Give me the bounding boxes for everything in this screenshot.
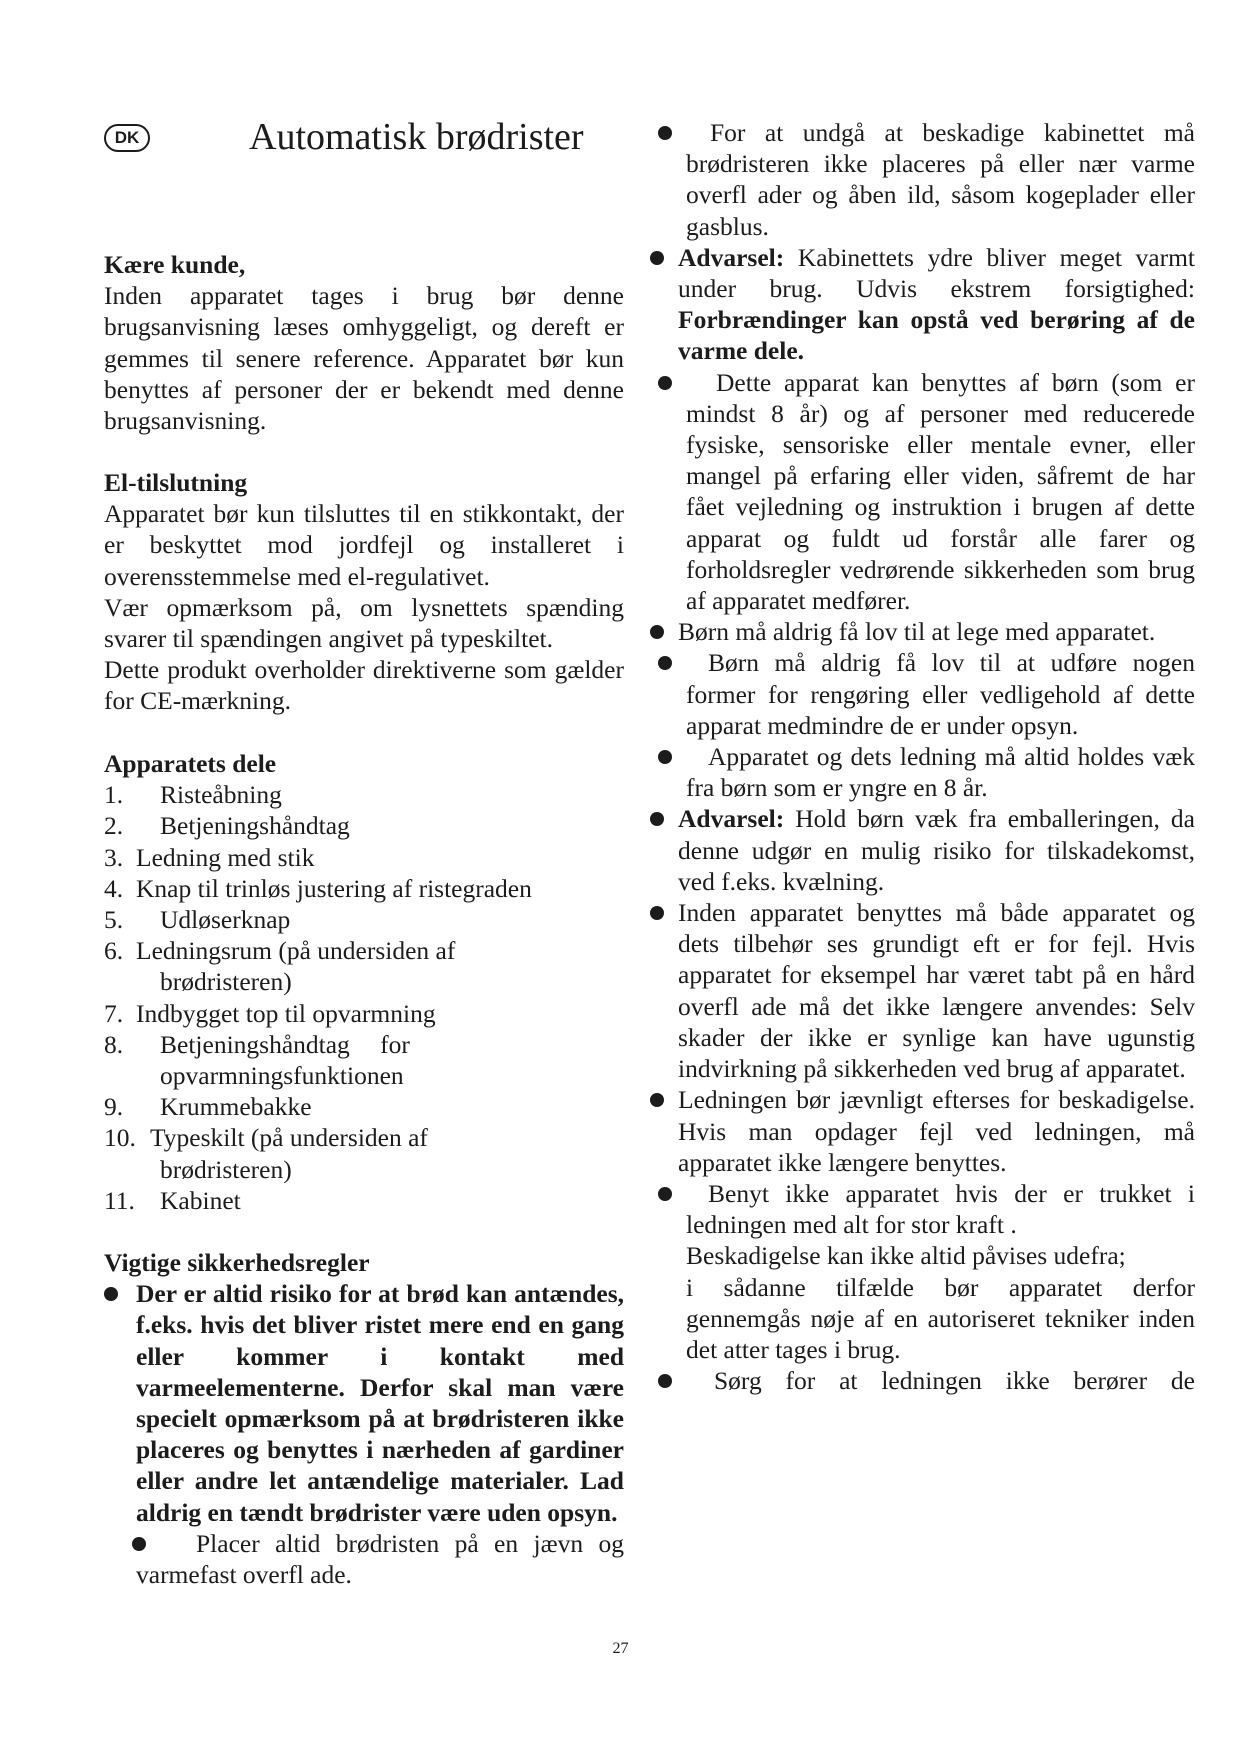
list-item xyxy=(104,1528,624,1590)
bullet-icon xyxy=(658,1187,672,1201)
list-item xyxy=(650,117,1195,242)
list-item xyxy=(650,367,1195,617)
list-item xyxy=(104,998,624,1029)
item-text: Betjeningshåndtag for xyxy=(160,1029,410,1059)
intro-text: Inden apparatet tages i brug bør denne brugsanvisning læses omhyggeligt, og dereft er gemmes til senere reference. Apparatet bør kun benyttes af personer der er bekendt med denne brugsanvisning. xyxy=(104,281,624,436)
item-number: 7. xyxy=(104,998,124,1028)
bullet-text-line: i sådanne tilfælde bør apparatet derfor gennemgås nøje af en autoriseret tekniker inden det atter tages i brug. xyxy=(686,1272,1195,1364)
item-number: 6. xyxy=(104,936,124,966)
list-item xyxy=(104,935,624,966)
item-number: 11. xyxy=(104,1185,135,1215)
bullet-text: Apparatet og dets ledning må altid holdes væk fra børn som er yngre en 8 år. xyxy=(686,742,1195,803)
electrical-paragraph-2: Vær opmærksom på, om lysnettets spænding svarer til spændingen angivet på typeskiltet. xyxy=(104,592,624,654)
bullet-icon xyxy=(650,812,664,826)
list-item xyxy=(104,1185,624,1216)
item-text: Ledningsrum (på undersiden af xyxy=(136,936,456,966)
item-text: Knap til trinløs justering af ristegraden xyxy=(136,873,532,903)
item-number: 8. xyxy=(104,1029,124,1059)
item-text: Typeskilt (på undersiden af xyxy=(150,1123,428,1153)
list-item-continuation xyxy=(104,1154,624,1185)
item-text-continuation: brødristeren) xyxy=(160,967,292,997)
bullet-text: Kabinettets ydre bliver meget varmt under brug. Udvis ekstrem forsigtighed: xyxy=(678,242,1195,304)
list-item xyxy=(650,741,1195,803)
bullet-text: Benyt ikke apparatet hvis der er trukket i ledningen med alt for stor kraft . xyxy=(686,1178,1195,1240)
page-number: 27 xyxy=(612,1640,629,1657)
item-number: 10. xyxy=(104,1123,136,1153)
bullet-icon xyxy=(658,1374,672,1388)
parts-section xyxy=(104,748,624,1216)
list-item xyxy=(104,1091,624,1122)
bullet-text: Der er altid risiko for at brød kan antændes, f.eks. hvis det bliver ristet mere end en gang eller kommer i kontakt med varmeelementerne. Derfor skal man være specielt opmærksom på at brødristeren ikke placeres og benyttes i nærheden af gardiner eller andre let antændelige materialer. Lad aldrig en tændt brødrister være uden opsyn. xyxy=(136,1279,624,1527)
bullet-icon xyxy=(650,1093,664,1107)
parts-list xyxy=(104,779,624,1216)
list-item-continuation xyxy=(104,966,624,997)
item-text-continuation: brødristeren) xyxy=(160,1154,292,1184)
bullet-icon xyxy=(132,1537,146,1551)
item-text: Indbygget top til opvarmning xyxy=(136,998,436,1028)
safety-list xyxy=(104,1278,624,1590)
item-number: 5. xyxy=(104,905,124,935)
electrical-paragraph-3: Dette produkt overholder direktiverne som gælder for CE-mærkning. xyxy=(104,655,624,716)
item-number: 1. xyxy=(104,780,124,810)
list-item xyxy=(650,1084,1195,1178)
list-item xyxy=(650,803,1195,897)
bullet-text: Inden apparatet benyttes må både apparatet og dets tilbehør ses grundigt eft er for fejl. Hvis apparatet for eksempel har været tabt på en hård overfl ade må det ikke længere anvendes: Selv skader der ikke er synlige kan have ugunstig indvirkning på sikkerheden ved brug af apparatet. xyxy=(678,898,1195,1084)
list-item xyxy=(104,904,624,935)
bullet-text: Børn må aldrig få lov til at udføre nogen former for rengøring eller vedligehold af dette apparat medmindre de er under opsyn. xyxy=(686,648,1195,740)
bullet-text: For at undgå at beskadige kabinettet må brødristeren ikke placeres på eller nær varme overfl ader og åben ild, såsom kogeplader eller gasblus. xyxy=(686,118,1195,241)
warning-emphasis: Forbrændinger kan opstå ved berøring af de varme dele. xyxy=(678,305,1195,366)
electrical-section xyxy=(104,467,624,717)
safety-heading: Vigtige sikkerhedsregler xyxy=(104,1248,370,1277)
list-item xyxy=(650,242,1195,367)
safety-list-continued xyxy=(650,117,1195,1396)
list-item xyxy=(650,1365,1195,1396)
list-item xyxy=(104,1122,624,1153)
bullet-text-line: Beskadigelse kan ikke altid påvises udefra; xyxy=(686,1241,1126,1271)
warning-label: Advarsel: xyxy=(678,804,785,834)
warning-label: Advarsel: xyxy=(678,242,785,272)
intro-heading: Kære kunde, xyxy=(104,250,246,279)
bullet-icon xyxy=(650,906,664,920)
list-item xyxy=(104,779,624,810)
item-text: Risteåbning xyxy=(160,780,282,810)
safety-section xyxy=(104,1247,624,1590)
bullet-text: Placer altid brødristen på en jævn og varmefast overfl ade. xyxy=(136,1528,624,1590)
parts-heading: Apparatets dele xyxy=(104,749,277,778)
page-header xyxy=(104,112,624,162)
item-text: Betjeningshåndtag xyxy=(160,811,350,841)
item-number: 2. xyxy=(104,811,124,841)
bullet-text: Sørg for at ledningen ikke berører de xyxy=(714,1366,1195,1396)
item-number: 9. xyxy=(104,1092,124,1122)
page-title: Automatisk brødrister xyxy=(249,116,584,158)
list-item xyxy=(650,616,1195,647)
item-text: Ledning med stik xyxy=(136,842,315,872)
bullet-text: Ledningen bør jævnligt efterses for beskadigelse. Hvis man opdager fejl ved ledningen, må apparatet ikke længere benyttes. xyxy=(678,1085,1195,1177)
bullet-icon xyxy=(104,1287,118,1301)
bullet-icon xyxy=(650,251,664,265)
list-item xyxy=(650,897,1195,1084)
bullet-icon xyxy=(658,656,672,670)
electrical-heading: El-tilslutning xyxy=(104,468,248,497)
item-text: Kabinet xyxy=(160,1185,241,1215)
bullet-icon xyxy=(650,625,664,639)
list-item-continuation xyxy=(104,1060,624,1091)
list-item xyxy=(104,810,624,841)
bullet-text: Hold børn væk fra emballeringen, da denne udgør en mulig risiko for tilskadekomst, ved f.eks. kvælning. xyxy=(678,804,1195,896)
list-item xyxy=(104,1029,624,1060)
bullet-text: Dette apparat kan benyttes af børn (som er mindst 8 år) og af personer med reducerede fysiske, sensoriske eller mentale evner, eller mangel på erfaring eller viden, såfremt de har fået vejledning og instruktion i brugen af dette apparat og fuldt ud forstår alle farer og forholdsregler vedrørende sikkerheden som brug af apparatet medfører. xyxy=(686,367,1195,616)
list-item xyxy=(104,842,624,873)
list-item xyxy=(650,1178,1195,1365)
bullet-icon xyxy=(658,376,672,390)
intro-section xyxy=(104,249,624,436)
bullet-icon xyxy=(658,126,672,140)
item-text-continuation: opvarmningsfunktionen xyxy=(160,1061,404,1091)
item-text: Krummebakke xyxy=(160,1092,312,1122)
electrical-paragraph-1: Apparatet bør kun tilsluttes til en stikkontakt, der er beskyttet mod jordfejl og installeret i overensstemmelse med el-regulativet. xyxy=(104,499,624,591)
item-text: Udløserknap xyxy=(160,905,291,935)
list-item xyxy=(104,873,624,904)
item-number: 4. xyxy=(104,873,124,903)
country-badge: DK xyxy=(104,124,150,152)
bullet-icon xyxy=(658,750,672,764)
list-item xyxy=(650,647,1195,741)
bullet-text: Børn må aldrig få lov til at lege med apparatet. xyxy=(678,617,1156,647)
list-item xyxy=(104,1278,624,1528)
item-number: 3. xyxy=(104,842,124,872)
